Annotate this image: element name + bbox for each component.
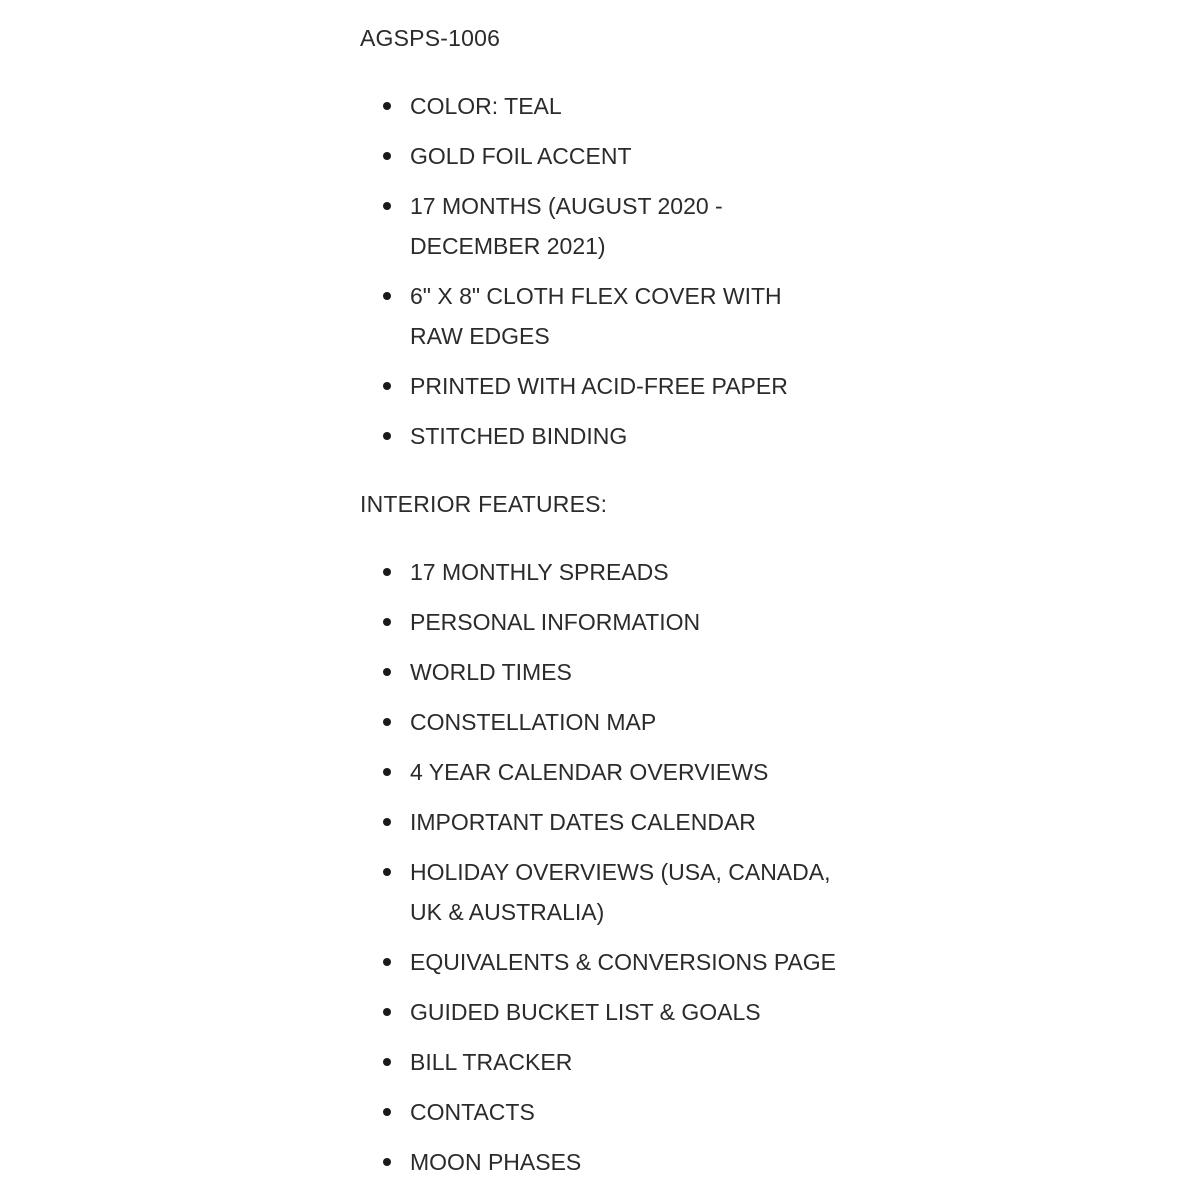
list-item: [360, 86, 840, 126]
bullet-icon: [383, 152, 391, 160]
list-item-text: PERSONAL INFORMATION: [410, 609, 701, 635]
list-item: [360, 416, 840, 456]
bullet-icon: [383, 768, 391, 776]
list-item-text: 4 YEAR CALENDAR OVERVIEWS: [410, 759, 769, 785]
bullet-icon: [383, 102, 391, 110]
bullet-icon: [383, 1008, 391, 1016]
bullet-icon: [383, 818, 391, 826]
bullet-icon: [383, 668, 391, 676]
list-item: [360, 752, 840, 792]
bullet-icon: [383, 718, 391, 726]
list-item-text: PRINTED WITH ACID-FREE PAPER: [410, 373, 788, 399]
list-item-text: CONSTELLATION MAP: [410, 709, 657, 735]
list-item: [360, 186, 840, 266]
bullet-icon: [383, 432, 391, 440]
list-item: [360, 852, 840, 932]
list-item-text: COLOR: TEAL: [410, 93, 562, 119]
list-item-text: MOON PHASES: [410, 1149, 582, 1175]
list-item: [360, 366, 840, 406]
list-item-text: GUIDED BUCKET LIST & GOALS: [410, 999, 761, 1025]
bullet-icon: [383, 1158, 391, 1166]
list-item: [360, 1092, 840, 1132]
interior-features-list: [360, 552, 860, 1182]
list-item: [360, 1142, 840, 1182]
bullet-icon: [383, 202, 391, 210]
list-item: [360, 276, 840, 356]
product-description: [360, 20, 860, 1192]
bullet-icon: [383, 958, 391, 966]
list-item-text: GOLD FOIL ACCENT: [410, 143, 632, 169]
bullet-icon: [383, 1108, 391, 1116]
list-item-text: WORLD TIMES: [410, 659, 572, 685]
bullet-icon: [383, 1058, 391, 1066]
bullet-icon: [383, 382, 391, 390]
bullet-icon: [383, 618, 391, 626]
list-item: [360, 802, 840, 842]
bullet-icon: [383, 868, 391, 876]
list-item-text: STITCHED BINDING: [410, 423, 628, 449]
list-item-text: BILL TRACKER: [410, 1049, 573, 1075]
list-item: [360, 992, 840, 1032]
list-item-text: IMPORTANT DATES CALENDAR: [410, 809, 756, 835]
interior-features-heading: INTERIOR FEATURES:: [360, 491, 608, 517]
product-sku: AGSPS-1006: [360, 25, 501, 51]
spec-list: [360, 86, 860, 456]
list-item-text: HOLIDAY OVERVIEWS (USA, CANADA, UK & AUSTRALIA): [410, 859, 831, 925]
list-item-text: 17 MONTHLY SPREADS: [410, 559, 669, 585]
list-item-text: EQUIVALENTS & CONVERSIONS PAGE: [410, 949, 837, 975]
list-item: [360, 942, 840, 982]
list-item: [360, 652, 840, 692]
list-item-text: 6" X 8" CLOTH FLEX COVER WITH RAW EDGES: [410, 283, 782, 349]
bullet-icon: [383, 292, 391, 300]
list-item: [360, 602, 840, 642]
list-item-text: CONTACTS: [410, 1099, 535, 1125]
bullet-icon: [383, 568, 391, 576]
list-item: [360, 552, 840, 592]
list-item: [360, 702, 840, 742]
list-item: [360, 1042, 840, 1082]
list-item: [360, 136, 840, 176]
list-item-text: 17 MONTHS (AUGUST 2020 - DECEMBER 2021): [410, 193, 723, 259]
